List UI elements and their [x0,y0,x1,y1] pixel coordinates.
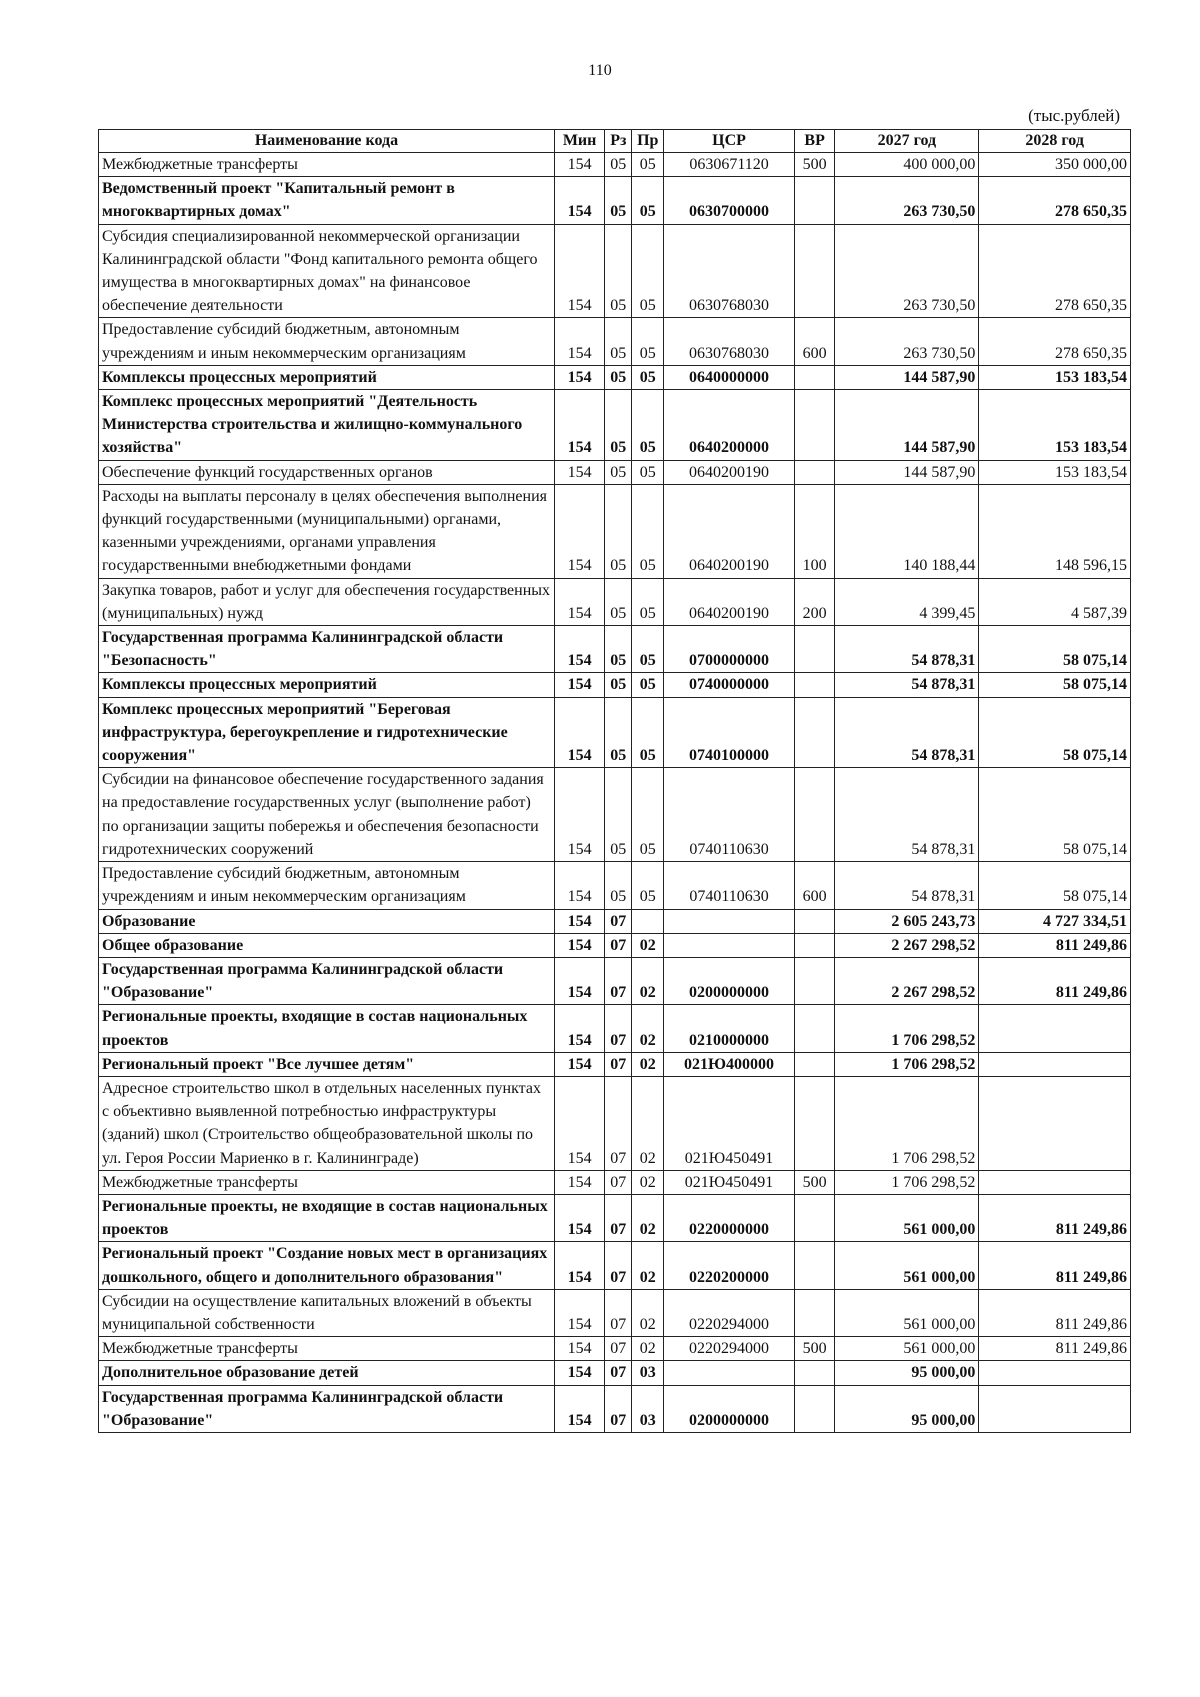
row-2028: 4 727 334,51 [979,909,1131,933]
row-pr: 02 [632,1076,664,1170]
row-rz: 07 [605,1194,632,1241]
row-2027: 95 000,00 [835,1361,979,1385]
row-2027: 54 878,31 [835,862,979,909]
row-pr: 05 [632,578,664,625]
row-csr: 0630768030 [664,224,795,318]
row-2028: 278 650,35 [979,224,1131,318]
row-2027: 144 587,90 [835,460,979,484]
row-vr [794,697,834,768]
row-rz: 05 [605,768,632,862]
row-rz: 05 [605,224,632,318]
row-csr: 0220000000 [664,1194,795,1241]
row-2028: 58 075,14 [979,697,1131,768]
row-name: Обеспечение функций государственных органов [99,460,555,484]
row-vr [794,1242,834,1289]
row-pr: 02 [632,1289,664,1336]
row-name: Предоставление субсидий бюджетным, автономным учреждениям и иным некоммерческим организациям [99,862,555,909]
row-vr [794,224,834,318]
row-csr: 0700000000 [664,626,795,673]
row-pr: 02 [632,1337,664,1361]
row-csr: 0640000000 [664,365,795,389]
row-2028: 4 587,39 [979,578,1131,625]
row-2027: 1 706 298,52 [835,1052,979,1076]
row-csr [664,909,795,933]
row-min: 154 [555,318,605,365]
row-min: 154 [555,909,605,933]
row-name: Региональный проект "Все лучшее детям" [99,1052,555,1076]
row-name: Дополнительное образование детей [99,1361,555,1385]
row-csr: 0200000000 [664,1385,795,1432]
row-vr [794,1385,834,1432]
row-min: 154 [555,862,605,909]
row-csr: 0630768030 [664,318,795,365]
row-name: Межбюджетные трансферты [99,1337,555,1361]
row-2027: 54 878,31 [835,626,979,673]
row-vr [794,1005,834,1052]
row-name: Закупка товаров, работ и услуг для обеспечения государственных (муниципальных) нужд [99,578,555,625]
row-min: 154 [555,1289,605,1336]
row-pr: 05 [632,153,664,177]
row-2027: 144 587,90 [835,365,979,389]
row-2027: 561 000,00 [835,1242,979,1289]
row-2028: 153 183,54 [979,365,1131,389]
row-min: 154 [555,626,605,673]
row-vr [794,673,834,697]
row-pr: 02 [632,1005,664,1052]
row-rz: 05 [605,578,632,625]
row-csr: 0210000000 [664,1005,795,1052]
row-vr [794,1194,834,1241]
row-vr [794,390,834,461]
row-min: 154 [555,484,605,578]
header-2027: 2027 год [835,130,979,153]
row-min: 154 [555,578,605,625]
row-2027: 2 605 243,73 [835,909,979,933]
row-2027: 1 706 298,52 [835,1170,979,1194]
row-name: Межбюджетные трансферты [99,1170,555,1194]
row-min: 154 [555,933,605,957]
row-2028: 278 650,35 [979,177,1131,224]
row-min: 154 [555,1005,605,1052]
header-row [99,130,1131,153]
header-csr: ЦСР [664,130,795,153]
row-rz: 05 [605,365,632,389]
row-pr: 05 [632,318,664,365]
row-2028: 811 249,86 [979,1194,1131,1241]
row-min: 154 [555,390,605,461]
row-csr: 0630700000 [664,177,795,224]
row-csr: 0740000000 [664,673,795,697]
row-2028: 278 650,35 [979,318,1131,365]
row-csr: 0640200190 [664,578,795,625]
row-name: Региональные проекты, входящие в состав национальных проектов [99,1005,555,1052]
row-2028: 811 249,86 [979,1242,1131,1289]
row-vr: 600 [794,318,834,365]
row-2027: 54 878,31 [835,768,979,862]
row-csr: 0220294000 [664,1289,795,1336]
row-2027: 54 878,31 [835,673,979,697]
row-min: 154 [555,460,605,484]
row-2028 [979,1385,1131,1432]
row-2028 [979,1052,1131,1076]
budget-table [98,129,1131,1433]
row-2027: 4 399,45 [835,578,979,625]
row-2027: 1 706 298,52 [835,1005,979,1052]
row-rz: 05 [605,484,632,578]
row-rz: 07 [605,1076,632,1170]
row-pr: 05 [632,768,664,862]
header-vr: ВР [794,130,834,153]
row-2027: 140 188,44 [835,484,979,578]
row-vr: 100 [794,484,834,578]
row-csr: 0630671120 [664,153,795,177]
header-rz: Рз [605,130,632,153]
row-2028: 811 249,86 [979,933,1131,957]
row-vr [794,957,834,1004]
row-csr [664,933,795,957]
row-name: Комплексы процессных мероприятий [99,673,555,697]
row-min: 154 [555,365,605,389]
row-pr: 05 [632,177,664,224]
row-2028: 811 249,86 [979,957,1131,1004]
row-csr: 0640200190 [664,460,795,484]
row-pr: 05 [632,460,664,484]
row-pr: 02 [632,1170,664,1194]
header-pr: Пр [632,130,664,153]
row-csr: 0740110630 [664,768,795,862]
row-vr [794,626,834,673]
row-min: 154 [555,224,605,318]
row-pr: 02 [632,1052,664,1076]
row-csr: 0200000000 [664,957,795,1004]
row-min: 154 [555,1052,605,1076]
row-rz: 07 [605,1289,632,1336]
units-label: (тыс.рублей) [1028,106,1120,125]
row-vr: 600 [794,862,834,909]
row-vr: 200 [794,578,834,625]
row-rz: 05 [605,862,632,909]
row-rz: 05 [605,153,632,177]
row-pr: 02 [632,957,664,1004]
row-vr [794,933,834,957]
row-pr: 05 [632,626,664,673]
row-2028: 153 183,54 [979,390,1131,461]
row-2027: 95 000,00 [835,1385,979,1432]
row-rz: 07 [605,1361,632,1385]
row-2028: 58 075,14 [979,862,1131,909]
row-rz: 07 [605,909,632,933]
row-2027: 54 878,31 [835,697,979,768]
row-pr: 02 [632,1242,664,1289]
row-rz: 05 [605,673,632,697]
row-name: Ведомственный проект "Капитальный ремонт в многоквартирных домах" [99,177,555,224]
row-min: 154 [555,1385,605,1432]
row-2028: 58 075,14 [979,768,1131,862]
row-csr: 0220294000 [664,1337,795,1361]
row-2028: 58 075,14 [979,673,1131,697]
row-2027: 561 000,00 [835,1337,979,1361]
row-rz: 05 [605,460,632,484]
row-2028: 148 596,15 [979,484,1131,578]
row-name: Субсидии на осуществление капитальных вложений в объекты муниципальной собственности [99,1289,555,1336]
row-name: Субсидии на финансовое обеспечение государственного задания на предоставление государственных услуг (выполнение работ) по организации защиты побережья и обеспечения безопасности гидротехнических сооружений [99,768,555,862]
row-2028 [979,1361,1131,1385]
row-name: Предоставление субсидий бюджетным, автономным учреждениям и иным некоммерческим организациям [99,318,555,365]
row-name: Региональный проект "Создание новых мест в организациях дошкольного, общего и дополнительного образования" [99,1242,555,1289]
row-rz: 07 [605,957,632,1004]
row-min: 154 [555,177,605,224]
row-name: Региональные проекты, не входящие в состав национальных проектов [99,1194,555,1241]
row-pr: 05 [632,673,664,697]
row-csr: 0740110630 [664,862,795,909]
row-pr: 05 [632,390,664,461]
page-number: 110 [588,62,612,79]
row-pr: 05 [632,365,664,389]
row-2028: 153 183,54 [979,460,1131,484]
row-vr [794,365,834,389]
header-min: Мин [555,130,605,153]
row-min: 154 [555,1337,605,1361]
row-rz: 05 [605,390,632,461]
row-2027: 1 706 298,52 [835,1076,979,1170]
row-2027: 2 267 298,52 [835,933,979,957]
row-csr: 0740100000 [664,697,795,768]
row-rz: 05 [605,318,632,365]
row-min: 154 [555,673,605,697]
row-2027: 263 730,50 [835,224,979,318]
row-vr: 500 [794,1170,834,1194]
row-min: 154 [555,1194,605,1241]
row-vr [794,1076,834,1170]
row-min: 154 [555,1076,605,1170]
row-rz: 07 [605,1170,632,1194]
table-body [99,153,1131,1433]
row-pr: 03 [632,1385,664,1432]
row-min: 154 [555,1361,605,1385]
row-vr [794,909,834,933]
row-vr [794,1361,834,1385]
row-rz: 07 [605,1242,632,1289]
row-rz: 07 [605,1337,632,1361]
row-name: Комплекс процессных мероприятий "Деятельность Министерства строительства и жилищно-коммунального хозяйства" [99,390,555,461]
row-csr: 021Ю450491 [664,1170,795,1194]
row-2028 [979,1076,1131,1170]
row-csr: 021Ю450491 [664,1076,795,1170]
row-pr: 05 [632,224,664,318]
row-vr [794,768,834,862]
row-pr [632,909,664,933]
row-csr [664,1361,795,1385]
row-rz: 05 [605,697,632,768]
row-2027: 144 587,90 [835,390,979,461]
row-name: Государственная программа Калининградской области "Безопасность" [99,626,555,673]
row-2027: 2 267 298,52 [835,957,979,1004]
row-min: 154 [555,768,605,862]
row-name: Общее образование [99,933,555,957]
row-pr: 05 [632,697,664,768]
row-pr: 02 [632,933,664,957]
row-2027: 263 730,50 [835,177,979,224]
row-2027: 561 000,00 [835,1289,979,1336]
row-name: Комплексы процессных мероприятий [99,365,555,389]
row-2028: 811 249,86 [979,1337,1131,1361]
row-csr: 0220200000 [664,1242,795,1289]
row-2028: 811 249,86 [979,1289,1131,1336]
row-vr [794,177,834,224]
row-rz: 05 [605,177,632,224]
row-vr: 500 [794,1337,834,1361]
row-2028 [979,1005,1131,1052]
row-min: 154 [555,697,605,768]
row-rz: 07 [605,1005,632,1052]
row-pr: 03 [632,1361,664,1385]
row-name: Государственная программа Калининградской области "Образование" [99,957,555,1004]
row-2027: 263 730,50 [835,318,979,365]
row-min: 154 [555,153,605,177]
row-name: Образование [99,909,555,933]
row-pr: 02 [632,1194,664,1241]
row-pr: 05 [632,862,664,909]
row-2027: 561 000,00 [835,1194,979,1241]
row-name: Государственная программа Калининградской области "Образование" [99,1385,555,1432]
row-vr [794,1052,834,1076]
row-min: 154 [555,957,605,1004]
row-min: 154 [555,1170,605,1194]
row-pr: 05 [632,484,664,578]
row-name: Расходы на выплаты персоналу в целях обеспечения выполнения функций государственными (муниципальными) органами, казенными учреждениями, органами управления государственными внебюджетными фондами [99,484,555,578]
row-rz: 07 [605,933,632,957]
row-min: 154 [555,1242,605,1289]
header-name: Наименование кода [99,130,555,153]
row-vr: 500 [794,153,834,177]
row-csr: 0640200000 [664,390,795,461]
row-csr: 0640200190 [664,484,795,578]
row-2028 [979,1170,1131,1194]
row-2028: 350 000,00 [979,153,1131,177]
header-2028: 2028 год [979,130,1131,153]
row-name: Адресное строительство школ в отдельных населенных пунктах с объективно выявленной потребностью инфраструктуры (зданий) школ (Строительство общеобразовательной школы по ул. Героя России Мариенко в г. Калининграде) [99,1076,555,1170]
row-name: Субсидия специализированной некоммерческой организации Калининградской области "Фонд капитального ремонта общего имущества в многоквартирных домах" на финансовое обеспечение деятельности [99,224,555,318]
row-vr [794,1289,834,1336]
row-vr [794,460,834,484]
row-rz: 07 [605,1385,632,1432]
row-rz: 05 [605,626,632,673]
row-2028: 58 075,14 [979,626,1131,673]
row-rz: 07 [605,1052,632,1076]
row-name: Межбюджетные трансферты [99,153,555,177]
row-2027: 400 000,00 [835,153,979,177]
row-name: Комплекс процессных мероприятий "Береговая инфраструктура, берегоукрепление и гидротехнические сооружения" [99,697,555,768]
row-csr: 021Ю400000 [664,1052,795,1076]
